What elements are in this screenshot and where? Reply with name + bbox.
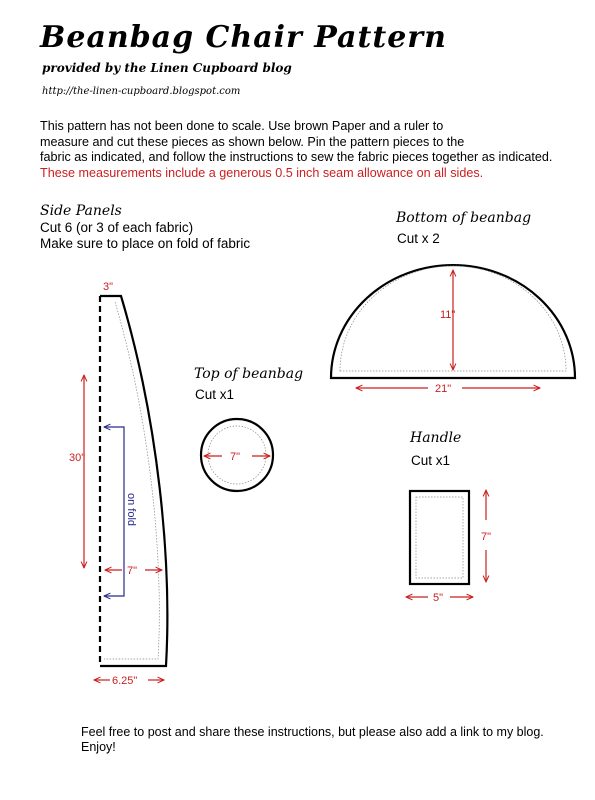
side-bottom-dimension: 6.25" [112,675,138,687]
footer-line-1: Feel free to post and share these instructions, but please also add a link to my blog. [81,725,544,739]
fold-arrow [104,427,124,596]
footer-line-2: Enjoy! [81,740,116,754]
page-title: Beanbag Chair Pattern [40,20,447,55]
side-top-dimension: 3" [103,281,114,293]
side-panels-cut: Cut 6 (or 3 of each fabric) [40,220,194,235]
side-height-dimension: 30" [69,452,86,464]
blog-url: http://the-linen-cupboard.blogspot.com [42,86,241,97]
top-cut: Cut x1 [195,387,235,402]
seam-allowance-note: These measurements include a generous 0.5 inch seam allowance on all sides. [40,165,484,180]
handle-cut: Cut x1 [411,453,451,468]
footer-note [81,725,591,755]
top-diameter-dimension: 7" [230,451,241,463]
handle-height-dimension: 7" [481,531,492,543]
side-inner-dimension: 7" [127,565,138,577]
handle-width-dimension: 5" [433,592,444,604]
intro-line-1: This pattern has not been done to scale. Use brown Paper and a ruler to [40,119,444,133]
provided-by-text: provided by the Linen Cupboard blog [42,61,292,75]
intro-line-2: measure and cut these pieces as shown below. Pin the pattern pieces to the [40,134,465,149]
fold-label: on fold [125,493,137,527]
side-panels-heading: Side Panels [40,203,122,219]
handle-rectangle-shape [410,491,469,584]
intro-line-3: fabric as indicated, and follow the instructions to sew the fabric pieces together as indicated. [40,150,553,164]
bottom-heading: Bottom of beanbag [396,210,532,226]
bottom-height-dimension: 11" [440,309,456,321]
handle-heading: Handle [410,430,462,446]
side-panel-shape [100,296,167,666]
bottom-cut: Cut x 2 [397,231,440,246]
side-panels-fold-note: Make sure to place on fold of fabric [40,236,251,251]
top-heading: Top of beanbag [194,366,304,382]
bottom-width-dimension: 21" [435,383,452,395]
